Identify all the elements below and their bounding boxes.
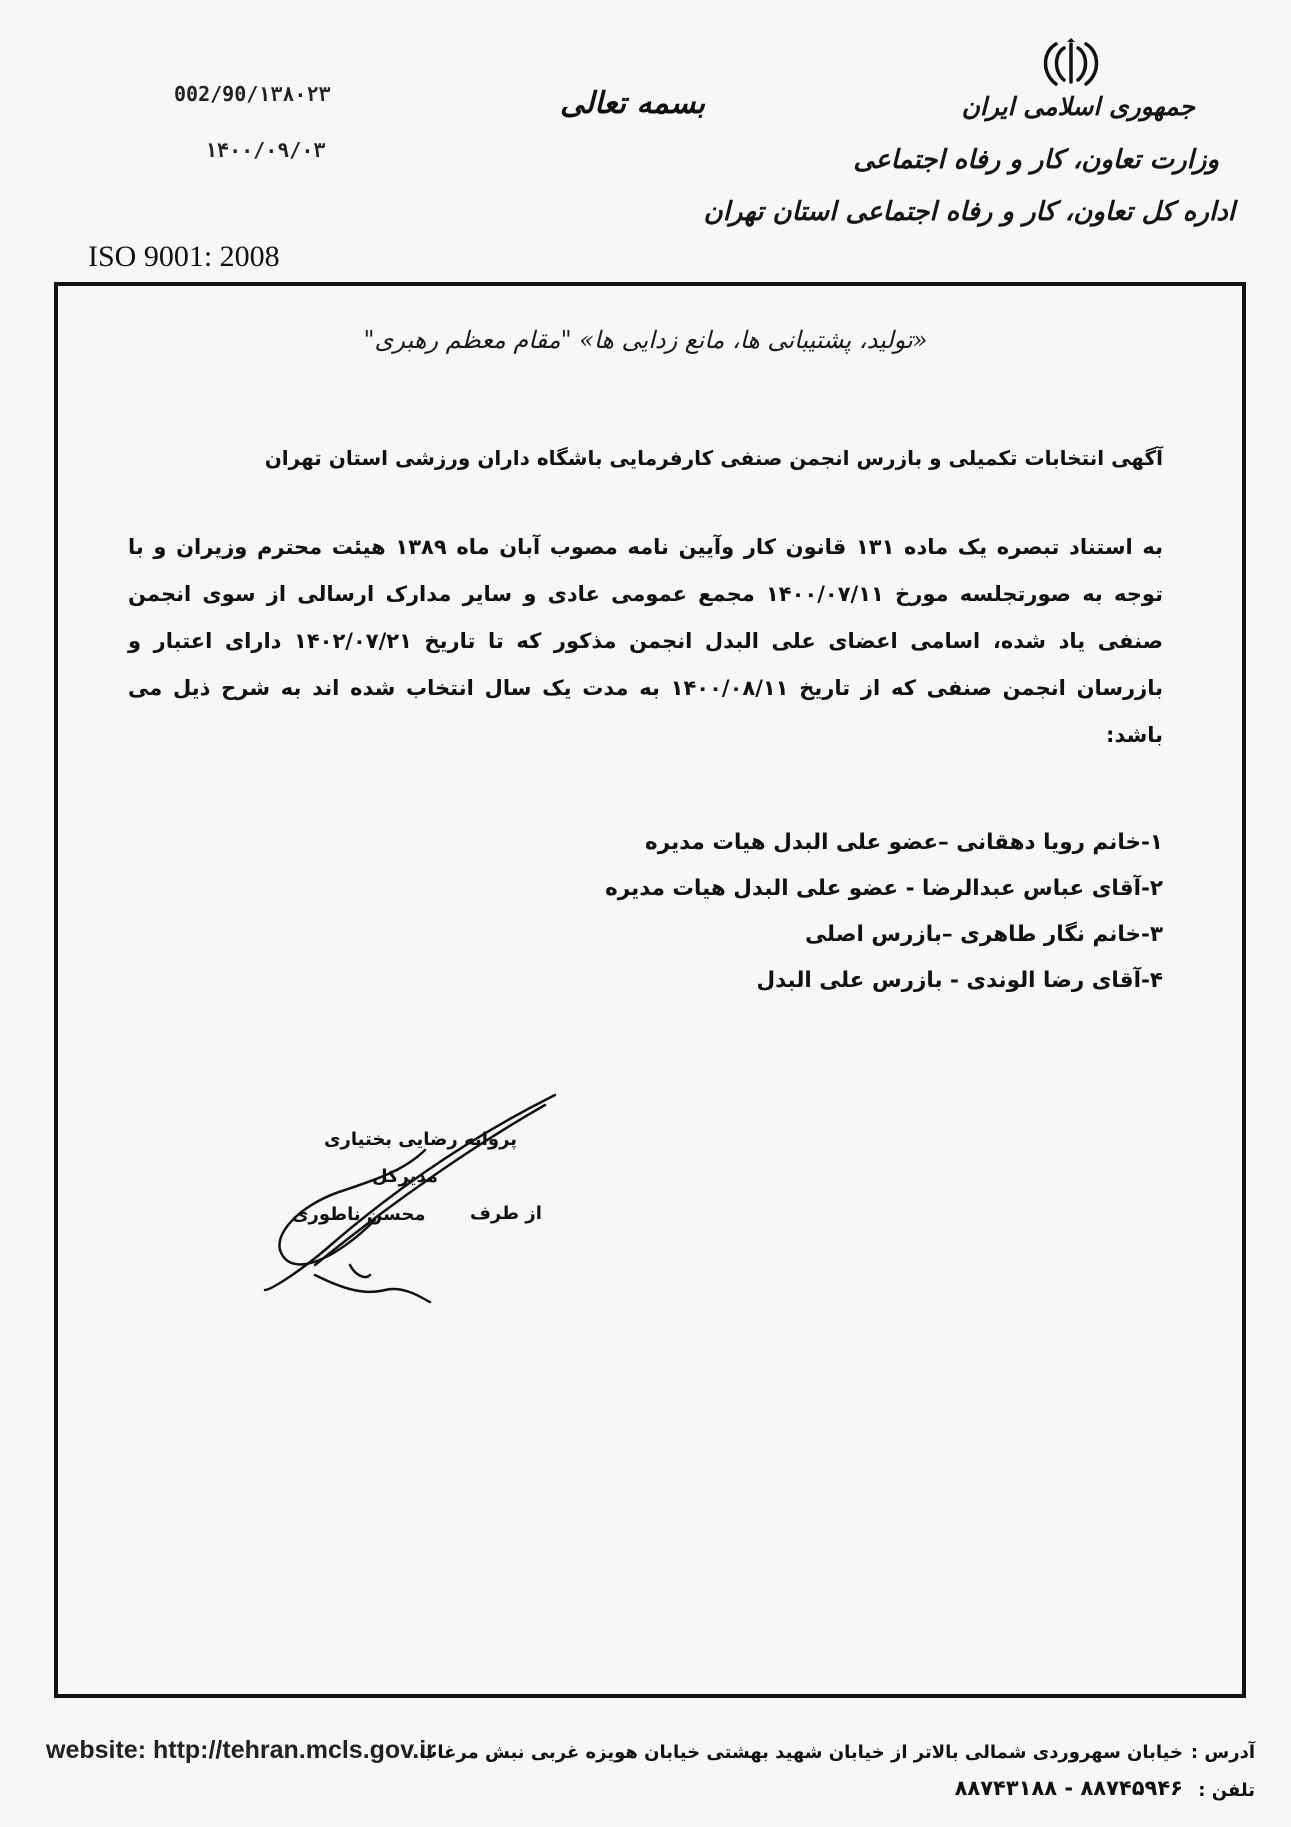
iso-certification: ISO 9001: 2008 (88, 240, 280, 273)
org-line-ministry: وزارت تعاون، کار و رفاه اجتماعی (853, 145, 1219, 175)
org-line-department: اداره کل تعاون، کار و رفاه اجتماعی استان تهران (703, 197, 1235, 227)
list-item: ۱-خانم رویا دهقانی –عضو علی البدل هیات مدیره (645, 830, 1163, 855)
slogan: «تولید، پشتیبانی ها، مانع زدایی ها» "مقام معظم رهبری" (363, 326, 928, 354)
announcement-title: آگهی انتخابات تکمیلی و بازرس انجمن صنفی کارفرمایی باشگاه داران ورزشی استان تهران (264, 446, 1163, 470)
signatory-title: مدیرکل (372, 1166, 439, 1187)
members-list (605, 820, 1163, 1004)
list-item: ۲-آقای عباس عبدالرضا - عضو علی البدل هیات مدیره (605, 876, 1163, 901)
phone-numbers: ۸۸۷۴۵۹۴۶ - ۸۸۷۴۳۱۸۸ (954, 1776, 1183, 1800)
list-item: ۴-آقای رضا الوندی - بازرس علی البدل (756, 968, 1163, 993)
org-line-republic: جمهوری اسلامی ایران (961, 92, 1195, 121)
announcement-body: به استناد تبصره یک ماده ۱۳۱ قانون کار وآیین نامه مصوب آبان ماه ۱۳۸۹ هیئت محترم وزیران و با توجه به صورتجلسه مورخ ۱۴۰۰/۰۷/۱۱ مجمع عمومی عادی و سایر مدارک ارسالی از سوی انجمن صنفی یاد شده، اسامی اعضای علی البدل انجمن مذکور که تا تاریخ ۱۴۰۲/۰۷/۲۱ دارای اعتبار و بازرسان انجمن صنفی که از تاریخ ۱۴۰۰/۰۸/۱۱ به مدت یک سال انتخاب شده اند به شرح ذیل می باشد: (128, 535, 1164, 747)
signature-on-behalf: از طرف (470, 1203, 542, 1224)
address-text: خیابان سهروردی شمالی بالاتر از خیابان شهید بهشتی خیابان هویزه غربی نبش مرغاب (419, 1742, 1183, 1763)
signer-name: محسن ناطوری (292, 1204, 426, 1225)
reference-date: ۱۴۰۰/۰۹/۰۳ (205, 138, 326, 162)
signatory-name: پروانه رضایی بختیاری (324, 1129, 518, 1150)
reference-number: 002/90/۱۳۸۰۲۳ (174, 82, 331, 106)
address-label: آدرس : (1190, 1742, 1255, 1763)
iran-emblem-icon (1036, 38, 1106, 88)
bismillah-heading: بسمه تعالی (560, 86, 706, 121)
handwritten-signature-icon (255, 1090, 575, 1305)
phone-label: تلفن : (1198, 1780, 1255, 1801)
website-url: website: http://tehran.mcls.gov.ir (46, 1736, 436, 1764)
list-item: ۳-خانم نگار طاهری –بازرس اصلی (805, 922, 1163, 947)
